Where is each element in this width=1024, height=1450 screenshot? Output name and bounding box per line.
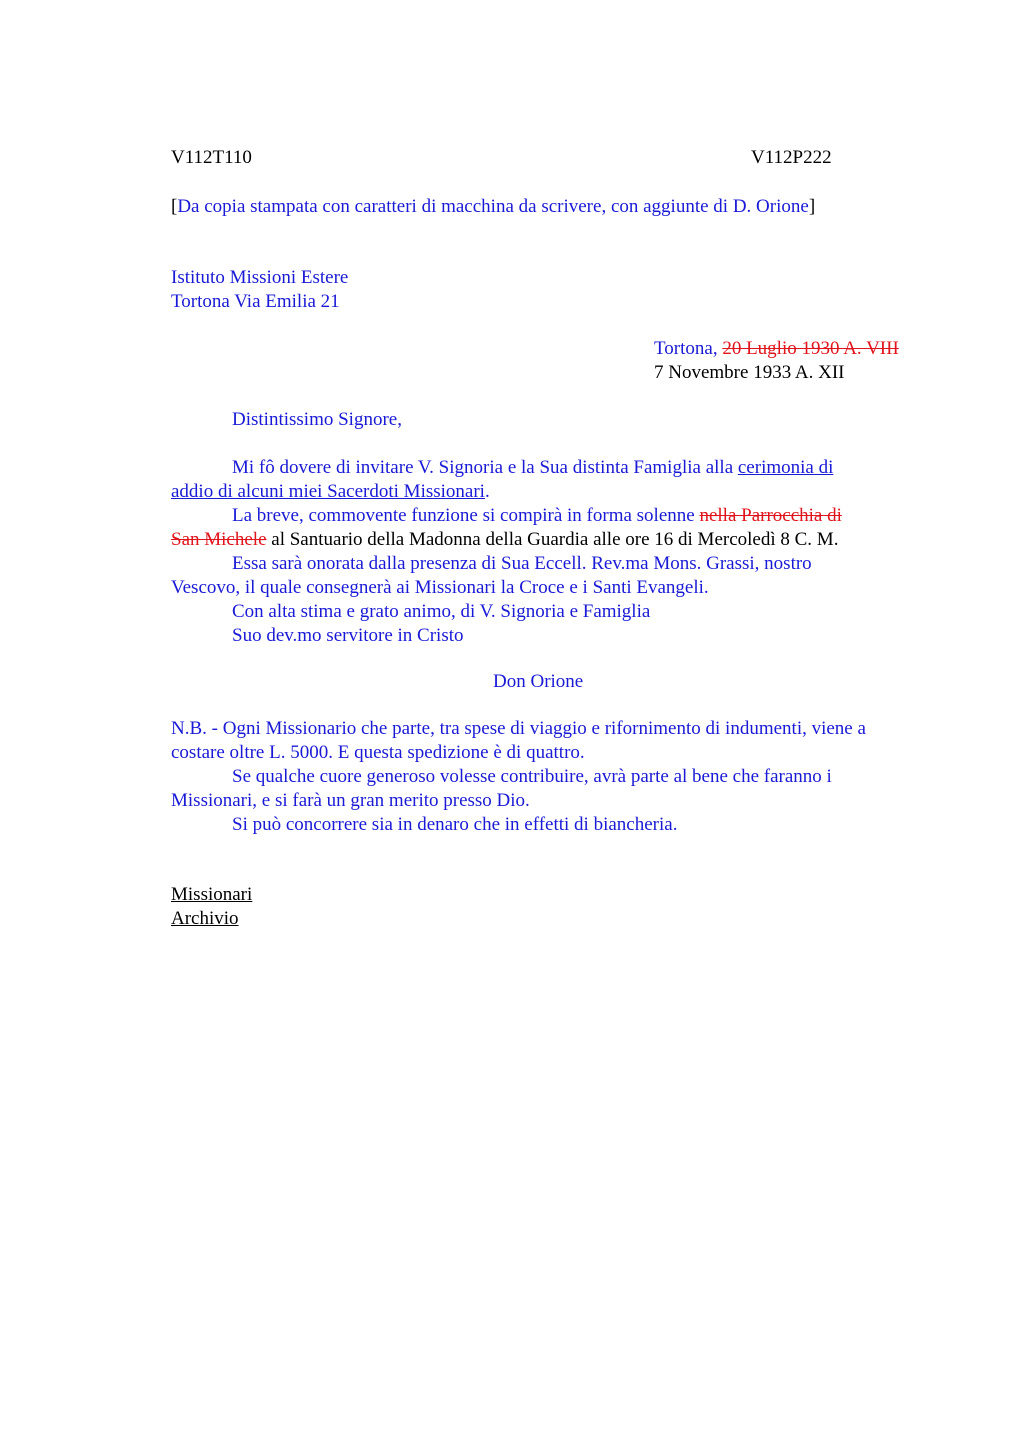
dateline-new-date: 7 Novembre 1933 A. XII [654, 362, 845, 383]
sender-line-2: Tortona Via Emilia 21 [171, 291, 340, 312]
header-code-right: V112P222 [751, 147, 832, 168]
tag-missionari: Missionari [171, 884, 253, 905]
archive-tags [171, 883, 931, 931]
nb-line-2: costare oltre L. 5000. E questa spedizione è di quattro. [171, 742, 585, 763]
underlined-ceremony: cerimonia di [737, 457, 834, 478]
paragraph-2-line-2: San Michele al Santuario della Madonna della Guardia alle ore 16 di Mercoledì 8 C. M. [171, 529, 839, 550]
paragraph-2-line-1: La breve, commovente funzione si compirà in forma solenne nella Parrocchia di [232, 505, 842, 526]
nb-line-3: Se qualche cuore generoso volesse contribuire, avrà parte al bene che faranno i [232, 766, 832, 787]
letter-body [171, 456, 931, 648]
header-code-left: V112T110 [171, 147, 252, 168]
nb-line-1: N.B. - Ogni Missionario che parte, tra spese di viaggio e rifornimento di indumenti, viene a [171, 718, 866, 739]
paragraph-1-line-2: addio di alcuni miei Sacerdoti Missionari. [171, 481, 490, 502]
sender-block [171, 266, 931, 314]
paragraph-5: Suo dev.mo servitore in Cristo [232, 625, 464, 646]
paragraph-3-line-2: Vescovo, il quale consegnerà ai Missionari la Croce e i Santi Evangeli. [171, 577, 709, 598]
salutation: Distintissimo Signore, [232, 409, 402, 430]
nota-bene [171, 717, 931, 837]
dateline [654, 337, 954, 385]
dateline-deleted-date: 20 Luglio 1930 A. VIII [722, 338, 899, 359]
nb-line-4: Missionari, e si farà un gran merito presso Dio. [171, 790, 530, 811]
deleted-san-michele: San Michele [171, 529, 267, 550]
underlined-missionaries: addio di alcuni miei Sacerdoti Missionari [171, 481, 485, 502]
dateline-place: Tortona, [654, 338, 718, 359]
paragraph-4: Con alta stima e grato animo, di V. Signoria e Famiglia [232, 601, 651, 622]
tag-archivio: Archivio [171, 908, 239, 929]
paragraph-1-line-1: Mi fô dovere di invitare V. Signoria e la Sua distinta Famiglia alla cerimonia di [232, 457, 834, 478]
nb-line-5: Si può concorrere sia in denaro che in effetti di biancheria. [232, 814, 678, 835]
paragraph-3-line-1: Essa sarà onorata dalla presenza di Sua Eccell. Rev.ma Mons. Grassi, nostro [232, 553, 812, 574]
source-note: [Da copia stampata con caratteri di macchina da scrivere, con aggiunte di D. Orione] [171, 196, 816, 217]
sender-line-1: Istituto Missioni Estere [171, 267, 349, 288]
deleted-parish: nella Parrocchia di [699, 505, 842, 526]
signature: Don Orione [493, 671, 584, 692]
